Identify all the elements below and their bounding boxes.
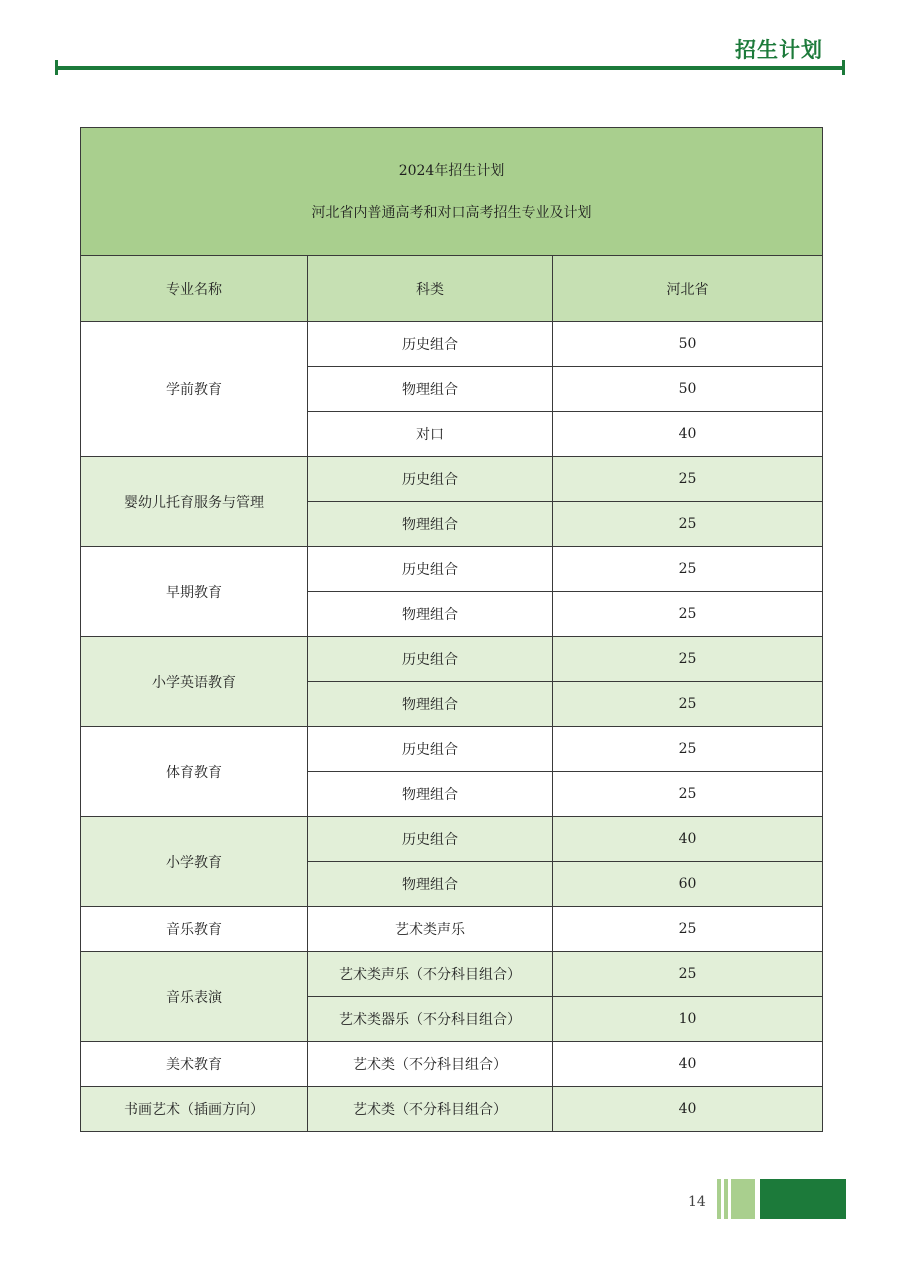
table-title-line1: 2024年招生计划: [398, 162, 505, 179]
category-cell: 艺术类声乐（不分科目组合）: [308, 952, 553, 997]
category-cell: 历史组合: [308, 637, 553, 682]
major-name-cell: 婴幼儿托育服务与管理: [81, 457, 308, 547]
category-cell: 物理组合: [308, 772, 553, 817]
category-cell: 历史组合: [308, 547, 553, 592]
table-row: [81, 1087, 823, 1132]
table-row: [81, 547, 823, 592]
table-title-line2: 河北省内普通高考和对口高考招生专业及计划: [311, 204, 592, 221]
table-title: [81, 128, 823, 256]
table-row: [81, 637, 823, 682]
footer-decor-bar: [724, 1179, 728, 1219]
major-name-cell: 小学英语教育: [81, 637, 308, 727]
count-cell: 50: [553, 322, 823, 367]
major-name-cell: 小学教育: [81, 817, 308, 907]
category-cell: 物理组合: [308, 862, 553, 907]
count-cell: 25: [553, 727, 823, 772]
category-cell: 历史组合: [308, 457, 553, 502]
column-header-hebei: 河北省: [553, 256, 823, 322]
count-cell: 25: [553, 457, 823, 502]
count-cell: 25: [553, 772, 823, 817]
count-cell: 25: [553, 952, 823, 997]
count-cell: 25: [553, 592, 823, 637]
category-cell: 物理组合: [308, 682, 553, 727]
count-cell: 40: [553, 1087, 823, 1132]
category-cell: 艺术类（不分科目组合）: [308, 1087, 553, 1132]
footer-decor-bar: [717, 1179, 721, 1219]
category-cell: 对口: [308, 412, 553, 457]
major-name-cell: 学前教育: [81, 322, 308, 457]
category-cell: 艺术类声乐: [308, 907, 553, 952]
category-cell: 历史组合: [308, 727, 553, 772]
count-cell: 40: [553, 817, 823, 862]
category-cell: 物理组合: [308, 367, 553, 412]
header-rule-cap-right: [842, 60, 845, 75]
major-name-cell: 美术教育: [81, 1042, 308, 1087]
footer-decor-bar: [731, 1179, 755, 1219]
major-name-cell: 书画艺术（插画方向）: [81, 1087, 308, 1132]
category-cell: 历史组合: [308, 322, 553, 367]
table-row: [81, 1042, 823, 1087]
count-cell: 40: [553, 412, 823, 457]
table-row: [81, 727, 823, 772]
header-rule: [56, 66, 845, 70]
enrollment-plan-table: [80, 127, 823, 1132]
column-header-major: 专业名称: [81, 256, 308, 322]
table-row: [81, 322, 823, 367]
major-name-cell: 音乐表演: [81, 952, 308, 1042]
count-cell: 10: [553, 997, 823, 1042]
page-number: 14: [688, 1194, 706, 1210]
category-cell: 物理组合: [308, 592, 553, 637]
table-header-row: [81, 256, 823, 322]
category-cell: 历史组合: [308, 817, 553, 862]
column-header-category: 科类: [308, 256, 553, 322]
major-name-cell: 音乐教育: [81, 907, 308, 952]
count-cell: 60: [553, 862, 823, 907]
count-cell: 50: [553, 367, 823, 412]
table-row: [81, 817, 823, 862]
table-row: [81, 907, 823, 952]
count-cell: 25: [553, 637, 823, 682]
count-cell: 25: [553, 547, 823, 592]
count-cell: 40: [553, 1042, 823, 1087]
count-cell: 25: [553, 907, 823, 952]
category-cell: 艺术类器乐（不分科目组合）: [308, 997, 553, 1042]
major-name-cell: 早期教育: [81, 547, 308, 637]
major-name-cell: 体育教育: [81, 727, 308, 817]
table-row: [81, 952, 823, 997]
section-title: 招生计划: [735, 38, 823, 62]
count-cell: 25: [553, 682, 823, 727]
table-row: [81, 457, 823, 502]
category-cell: 物理组合: [308, 502, 553, 547]
count-cell: 25: [553, 502, 823, 547]
category-cell: 艺术类（不分科目组合）: [308, 1042, 553, 1087]
footer-decor-block: [760, 1179, 846, 1219]
